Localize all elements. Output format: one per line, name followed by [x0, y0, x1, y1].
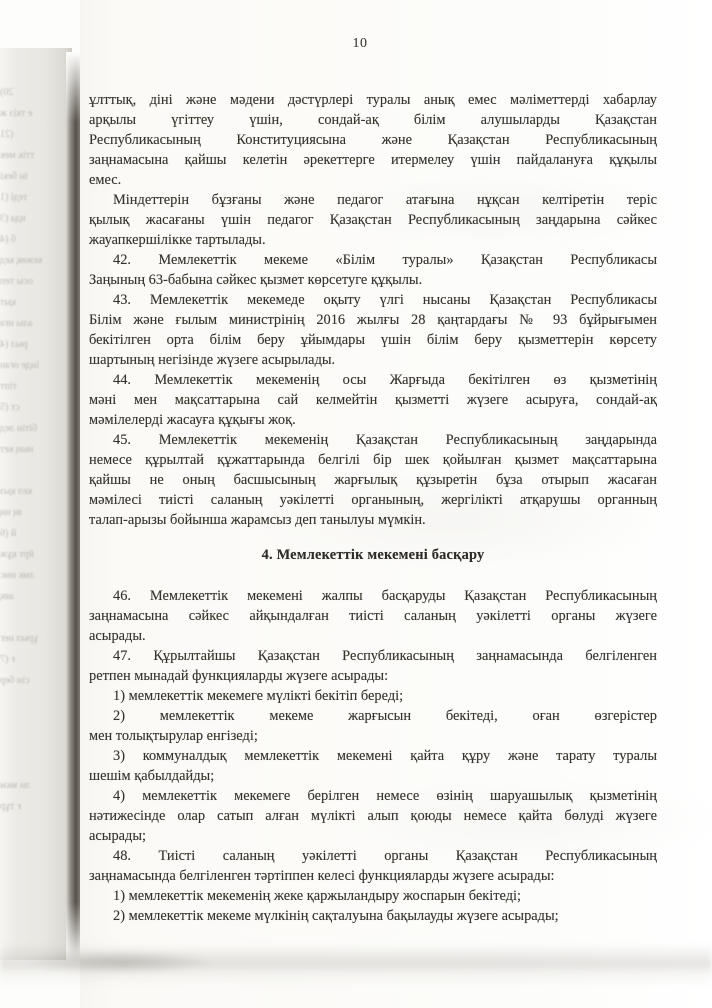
bleed-fragment: осы теп [0, 276, 34, 287]
paragraph [89, 846, 657, 886]
text-line: бекітілген орта білім беру ұйымдары үшін білім беру қызметтерін көрсету [89, 332, 657, 348]
paragraph [89, 90, 657, 190]
text-line: Міндеттерін бұзғаны және педагог атағына нұқсан келтіретін теріс [113, 192, 657, 208]
page [80, 0, 712, 1008]
text-line: мәмілесі тиісті саланың уәкілетті органының, жергілікті атқарушы органның [89, 492, 657, 508]
bleed-fragment [0, 460, 62, 481]
paragraph [89, 786, 657, 846]
bleed-fragment: ғ (7 [0, 654, 15, 665]
bleed-fragment [0, 817, 62, 838]
bleed-fragment: аяқ [0, 591, 14, 602]
text-line: арқылы үгіттеу үшін, сондай-ақ білім алушыларды Қазақстан [89, 112, 657, 128]
bleed-fragment: б (4 [0, 234, 16, 245]
bleed-fragment [0, 691, 62, 712]
document-body [89, 90, 657, 926]
text-line: немесе құрылтай құжаттарында белгілі бір шек қойылған қызмет мақсаттарына [89, 452, 657, 468]
text-line: асырады. [89, 628, 146, 644]
text-line: 45. Мемлекеттік мекеменің Қазақстан Республикасының заңдарында [113, 432, 657, 448]
text-line: жауапкершілікке тартылады. [89, 232, 266, 248]
bleed-fragment: лмк нмс [0, 570, 35, 581]
text-line: 48. Тиісті саланың уәкілетті органы Қазақстан Республикасының [113, 848, 657, 864]
paragraph [89, 430, 657, 530]
page-bottom-shadow [0, 944, 712, 986]
text-line: заңнамасына сәйкес айқындалған тиісті саланың уәкілетті органы жүзеге [89, 608, 657, 624]
paragraph [89, 290, 657, 370]
left-page-edge-text [0, 82, 62, 922]
text-line: мәні мен мақсаттарына сай келмейтін қызметті жүзеге асыруға, сондай-ақ [89, 392, 657, 408]
text-line: 46. Мемлекеттік мекемені жалпы басқаруды Қазақстан Республикасының [113, 588, 657, 604]
text-line: ұлттық, діні және мәдени дәстүрлері туралы анық емес мәліметтерді хабарлау [89, 92, 657, 108]
bleed-fragment: ның кет [0, 444, 34, 455]
bleed-fragment: е ткіз ж [0, 108, 33, 119]
paragraph [89, 746, 657, 786]
paragraph [89, 906, 657, 926]
paragraph [89, 886, 657, 906]
section-heading: 4. Мемлекеттік мекемені басқару [261, 547, 485, 563]
text-line: шешім қабылдайды; [89, 768, 215, 784]
text-line: 44. Мемлекеттік мекеменің осы Жарғыда бекітілген өз қызметінің [113, 372, 657, 388]
bleed-fragment: теді (1 [0, 192, 28, 203]
bleed-fragment: бітін лед [0, 423, 38, 434]
text-line: шартының негізінде жүзеге асырылады. [89, 352, 336, 368]
paragraph [89, 706, 657, 746]
paragraph [89, 370, 657, 430]
bleed-fragment: кел қыз [0, 486, 33, 497]
bleed-fragment: ттік мек [0, 150, 35, 161]
bleed-fragment: сін бер [0, 675, 30, 686]
text-line: 43. Мемлекеттік мекемеде оқыту үлгі нысаны Қазақстан Республикасы [113, 292, 657, 308]
bleed-fragment: інде оған [0, 360, 40, 371]
paragraph [89, 646, 657, 686]
paragraph [89, 190, 657, 250]
bleed-fragment: ст (5 [0, 402, 20, 413]
bleed-fragment: зң нң [0, 507, 23, 518]
text-line: 2) мемлекеттік мекеме жарғысын бекітеді, оған өзгерістер [113, 708, 657, 724]
text-line: мен толықтырулар енгізеді; [89, 728, 258, 744]
bleed-fragment: кежөқ кед [0, 255, 43, 266]
text-line: 1) мемлекеттік мекемеге мүлікті бекітіп береді; [113, 688, 404, 704]
text-line: Республикасының Конституциясына және Қазақстан Республикасының [89, 132, 657, 148]
text-line: мәмілелерді жасауға құқығы жоқ. [89, 412, 296, 428]
bleed-fragment: ғ тұр [0, 801, 21, 812]
text-line: нәтижесінде олар сатып алған мүлікті алып қоюды немесе қайта бөлуді жүзеге [89, 808, 657, 824]
bleed-fragment [0, 607, 62, 628]
text-line: 42. Мемлекеттік мекеме «Білім туралы» Қазақстан Республикасы [113, 252, 657, 268]
text-line: 47. Құрылтайшы Қазақстан Республикасының заңнамасында белгіленген [113, 648, 657, 664]
text-line: қайшы не оның басшысының жарғылық құзыретін бұза отырып жасаған [89, 472, 657, 488]
bleed-fragment: (21 [0, 129, 14, 140]
text-line: талап-арызы бойынша жарамсыз деп танылуы мүмкін. [89, 512, 426, 528]
bleed-fragment: лн мкм [0, 780, 31, 791]
text-line: 2) мемлекеттік мекеме мүлкінің сақталуына бақылауды жүзеге асырады; [113, 908, 559, 924]
text-line: Білім және ғылым министрінің 2016 жылғы 28 қаңтардағы № 93 бұйрығымен [89, 312, 657, 328]
bleed-fragment: йрт құж [0, 549, 34, 560]
text-line: қылық жасағаны үшін педагог Қазақстан Республикасының заңдарына сәйкес [89, 212, 657, 228]
left-page-edge [0, 48, 72, 960]
bleed-fragment: ін бекі [0, 171, 28, 182]
paragraph [89, 686, 657, 706]
text-line: заңнамасына қайшы келетін әрекеттерге итермелеу үшін пайдалануға құқылы [89, 152, 657, 168]
bleed-fragment: нда (3 [0, 213, 26, 224]
text-line: заңнамасында белгіленген тәртіппен келесі функцияларды жүзеге асырады: [89, 868, 555, 884]
paragraph [89, 586, 657, 646]
text-line: Заңының 63-бабына сәйкес қызмет көрсетуге құқылы. [89, 272, 423, 288]
bleed-fragment [0, 712, 62, 733]
text-line: емес. [89, 172, 122, 188]
text-line: 3) коммуналдық мемлекеттік мекемені қайта құру және тарату туралы [113, 748, 657, 764]
text-line: асырады; [89, 828, 147, 844]
bleed-fragment: 20) [0, 87, 14, 98]
bleed-fragment [0, 754, 62, 775]
bleed-fragment: тіпт [0, 381, 17, 392]
text-line: ретпен мынадай функцияларды жүзеге асырады: [89, 668, 389, 684]
text-line: 1) мемлекеттік мекеменің жеке қаржыландыру жоспарын бекітеді; [113, 888, 522, 904]
bleed-fragment [0, 733, 62, 754]
page-number: 10 [352, 36, 368, 51]
paragraph [89, 250, 657, 290]
bleed-fragment: рыл (4 [0, 339, 28, 350]
bleed-fragment: қыт [0, 297, 16, 308]
bleed-fragment: алы нға [0, 318, 33, 329]
bleed-fragment: й (6 [0, 528, 17, 539]
bleed-fragment: ұрыл нег [0, 633, 39, 644]
text-line: 4) мемлекеттік мекемеге берілген немесе өзінің шаруашылық қызметінің [113, 788, 657, 804]
